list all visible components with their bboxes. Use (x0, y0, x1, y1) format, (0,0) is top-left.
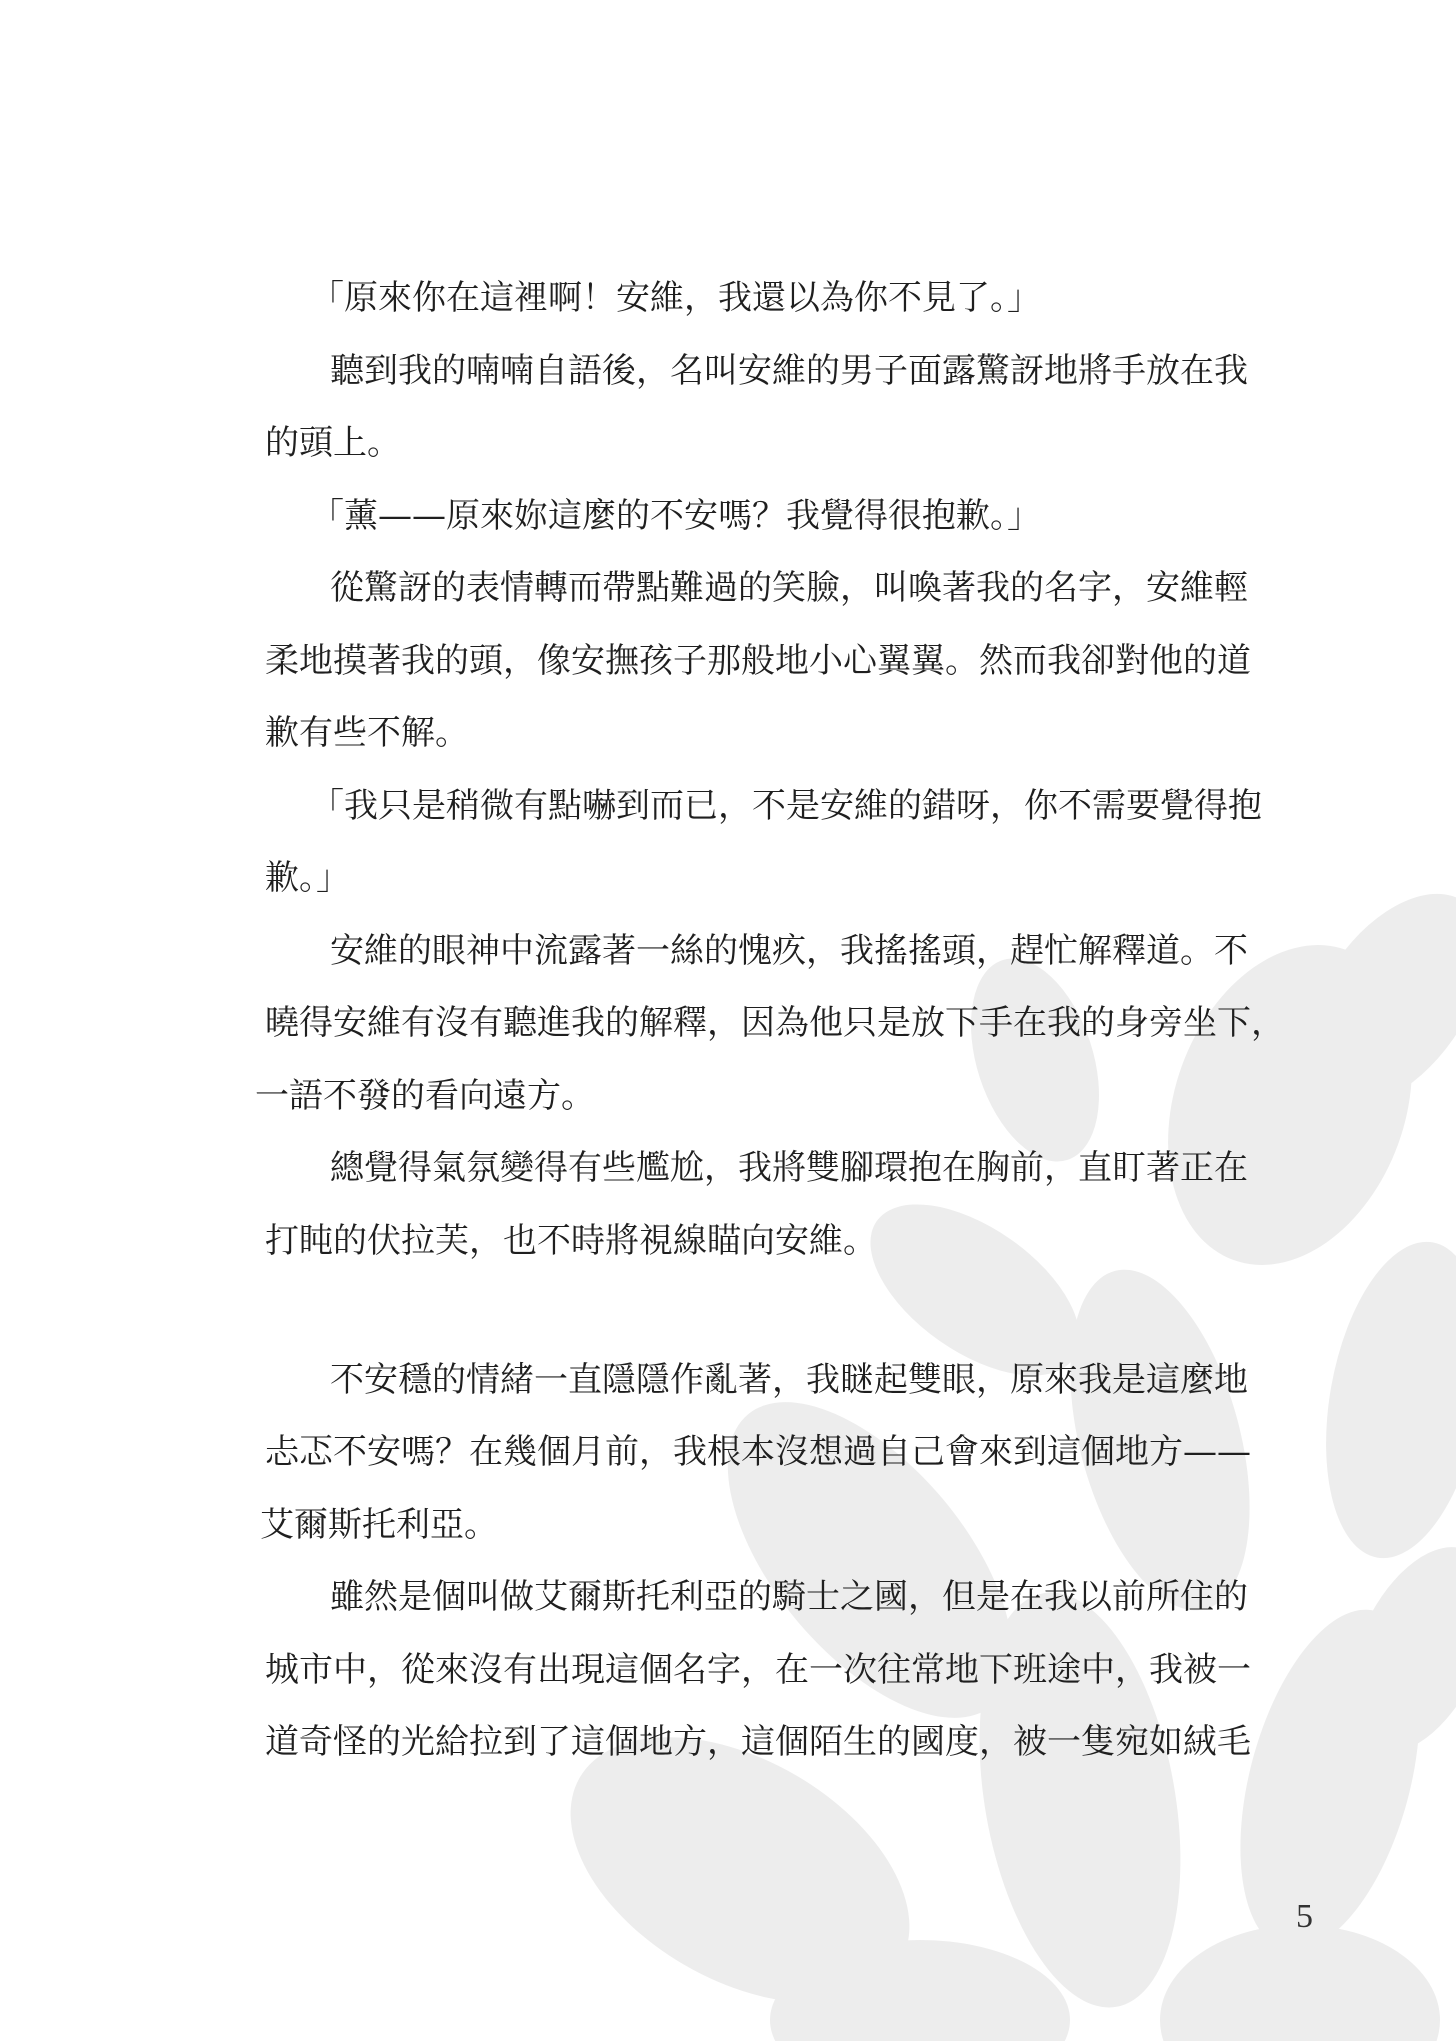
text-line: 柔地摸著我的頭，像安撫孩子那般地小心翼翼。然而我卻對他的道 (265, 641, 1251, 681)
text-line: 「原來你在這裡啊！安維，我還以為你不見了。」 (310, 278, 1041, 318)
text-line: 艾爾斯托利亞。 (260, 1505, 498, 1545)
text-line: 道奇怪的光給拉到了這個地方，這個陌生的國度，被一隻宛如絨毛 (265, 1722, 1251, 1762)
text-line: 安維的眼神中流露著一絲的愧疚，我搖搖頭，趕忙解釋道。不 (330, 931, 1248, 971)
page-number: 5 (1296, 1898, 1313, 1935)
text-line: 城市中，從來沒有出現這個名字，在一次往常地下班途中，我被一 (265, 1650, 1251, 1690)
text-line: 從驚訝的表情轉而帶點難過的笑臉，叫喚著我的名字，安維輕 (330, 568, 1248, 608)
text-line: 的頭上。 (265, 423, 401, 463)
text-line: 歉有些不解。 (265, 713, 469, 753)
text-line: 聽到我的喃喃自語後，名叫安維的男子面露驚訝地將手放在我 (330, 351, 1248, 391)
text-line: 「我只是稍微有點嚇到而已，不是安維的錯呀，你不需要覺得抱 (310, 786, 1262, 826)
text-line: 打盹的伏拉芙，也不時將視線瞄向安維。 (265, 1221, 877, 1261)
watermark-petal (1160, 1925, 1440, 2041)
text-line: 總覺得氣氛變得有些尷尬，我將雙腳環抱在胸前，直盯著正在 (330, 1148, 1248, 1188)
text-line: 「薰——原來妳這麼的不安嗎？我覺得很抱歉。」 (310, 496, 1041, 536)
text-line: 雖然是個叫做艾爾斯托利亞的騎士之國，但是在我以前所住的 (330, 1577, 1248, 1617)
watermark-petal (1303, 1229, 1456, 1570)
text-line: 曉得安維有沒有聽進我的解釋，因為他只是放下手在我的身旁坐下， (265, 1003, 1285, 1043)
text-line: 忐忑不安嗎？在幾個月前，我根本沒想過自己會來到這個地方—— (265, 1432, 1251, 1472)
text-line: 一語不發的看向遠方。 (255, 1076, 595, 1116)
text-line: 歉。」 (265, 858, 350, 898)
text-line: 不安穩的情緒一直隱隱作亂著，我瞇起雙眼，原來我是這麼地 (330, 1360, 1248, 1400)
